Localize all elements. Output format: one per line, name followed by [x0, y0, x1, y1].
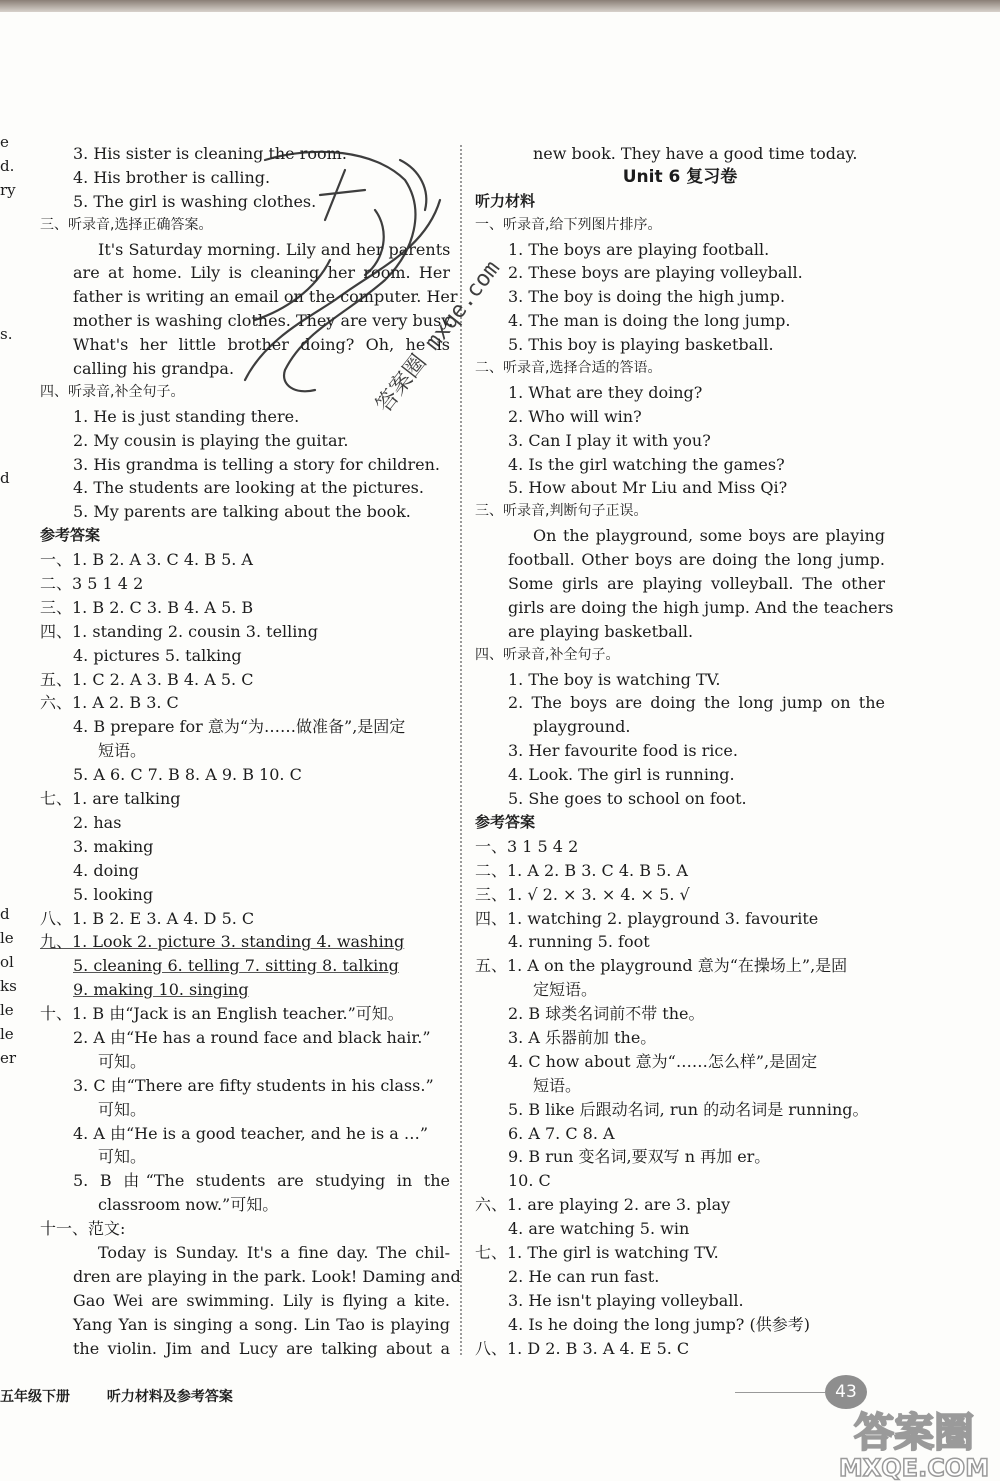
left-line: 2. has	[73, 812, 122, 832]
right-column	[475, 142, 894, 1360]
left-line: 3. His sister is cleaning the room.	[73, 144, 347, 163]
left-line: 可知。	[98, 1147, 147, 1167]
right-line: 二、听录音,选择合适的答语。	[475, 360, 662, 377]
left-line: 3. making	[73, 836, 154, 856]
right-line: 2. The boys are doing the long jump on the	[508, 693, 885, 713]
right-line: football. Other boys are doing the long jump.	[508, 550, 885, 570]
logo-watermark-text: 答案圈	[854, 1410, 974, 1456]
left-line: father is writing an email on the computer. Her	[73, 287, 458, 307]
left-line: 2. My cousin is playing the guitar.	[73, 430, 349, 450]
right-line: are playing basketball.	[508, 621, 694, 641]
right-line: 5. She goes to school on foot.	[508, 789, 747, 809]
right-line: 6. A 7. C 8. A	[508, 1123, 615, 1143]
edge-fragment: ry	[0, 181, 16, 199]
right-line: 二、1. A 2. B 3. C 4. B 5. A	[475, 860, 688, 880]
left-line: 三、1. B 2. C 3. B 4. A 5. B	[40, 597, 254, 617]
right-line: 4. The man is doing the long jump.	[508, 311, 791, 331]
right-line: 4. C how about 意为“……怎么样”,是固定	[508, 1051, 818, 1071]
left-line: 4. A 由“He is a good teacher, and he is a …”	[73, 1123, 429, 1143]
right-line: 5. This boy is playing basketball.	[508, 335, 774, 355]
left-line: 四、1. standing 2. cousin 3. telling	[40, 621, 318, 641]
left-line: 四、听录音,补全句子。	[40, 383, 185, 400]
edge-fragment: le	[0, 929, 14, 947]
left-line: the violin. Jim and Lucy are talking about a	[73, 1338, 450, 1358]
right-line: On the playground, some boys are playing	[533, 526, 885, 546]
right-line: 一、听录音,给下列图片排序。	[475, 216, 662, 233]
footer-section: 听力材料及参考答案	[106, 1389, 233, 1405]
left-line: Gao Wei are swimming. Lily is flying a kite.	[73, 1290, 450, 1310]
right-line: 三、听录音,判断句子正误。	[475, 503, 648, 520]
left-line: 5. cleaning 6. telling 7. sitting 8. talking	[73, 956, 399, 976]
left-line: 5. B 由“The students are studying in the	[73, 1171, 450, 1191]
right-line: 4. running 5. foot	[508, 932, 650, 952]
left-line: It's Saturday morning. Lily and her parents	[98, 239, 451, 259]
left-line: 六、1. A 2. B 3. C	[40, 693, 179, 713]
left-line: 4. The students are looking at the pictures.	[73, 478, 424, 498]
right-line: playground.	[533, 717, 631, 737]
left-line: 五、1. C 2. A 3. B 4. A 5. C	[40, 669, 254, 689]
left-line: 1. He is just standing there.	[73, 406, 300, 426]
right-line: 一、3 1 5 4 2	[475, 836, 579, 856]
right-line: 1. The boys are playing football.	[508, 239, 770, 259]
edge-fragment: d	[0, 469, 10, 487]
edge-fragment: s.	[0, 325, 13, 343]
right-line: 1. The boy is watching TV.	[508, 669, 721, 689]
left-line: Yang Yan is singing a song. Lin Tao is playing	[73, 1314, 450, 1334]
right-line: 参考答案	[475, 812, 536, 831]
edge-fragment: le	[0, 1025, 14, 1043]
footer	[0, 1386, 265, 1406]
left-line: 三、听录音,选择正确答案。	[40, 216, 213, 233]
footer-grade: 五年级下册	[0, 1389, 70, 1405]
left-line: 9. making 10. singing	[73, 980, 249, 1000]
left-line: 3. C 由“There are fifty students in his class.”	[73, 1075, 434, 1095]
right-line: new book. They have a good time today.	[533, 144, 858, 163]
right-line: 短语。	[533, 1075, 582, 1095]
left-line: 5. My parents are talking about the book.	[73, 502, 411, 522]
left-line: 4. His brother is calling.	[73, 167, 271, 187]
left-line: 可知。	[98, 1051, 147, 1071]
left-line: What's her little brother doing? Oh, he is	[73, 335, 450, 355]
right-line: 5. How about Mr Liu and Miss Qi?	[508, 478, 788, 498]
right-line: 4. Look. The girl is running.	[508, 765, 735, 785]
left-line: calling his grandpa.	[73, 359, 235, 379]
left-line: classroom now.”可知。	[98, 1195, 279, 1215]
edge-fragment: e	[0, 133, 9, 151]
left-line: 5. looking	[73, 884, 154, 904]
right-line: 五、1. A on the playground 意为“在操场上”,是固	[475, 956, 848, 976]
right-line: 9. B run 变名词,要双写 n 再加 er。	[508, 1147, 771, 1167]
left-line: dren are playing in the park. Look! Daming and	[73, 1266, 461, 1286]
left-line: 4. pictures 5. talking	[73, 645, 242, 665]
left-line: 九、1. Look 2. picture 3. standing 4. washing	[40, 932, 405, 952]
left-line: 可知。	[98, 1099, 147, 1119]
left-line: are at home. Lily is cleaning her room. Her	[73, 263, 450, 283]
left-line: 八、1. B 2. E 3. A 4. D 5. C	[40, 908, 255, 928]
left-line: 短语。	[98, 741, 147, 761]
logo-watermark	[828, 1400, 1000, 1481]
left-line: 二、3 5 1 4 2	[40, 574, 144, 594]
right-line: 听力材料	[475, 191, 536, 210]
right-line: 2. He can run fast.	[508, 1266, 660, 1286]
right-line: 2. Who will win?	[508, 406, 642, 426]
right-line: 4. Is he doing the long jump? (供参考)	[508, 1314, 810, 1334]
right-line: Unit 6 复习卷	[622, 166, 738, 187]
right-line: 3. He isn't playing volleyball.	[508, 1290, 744, 1310]
left-line: 3. His grandma is telling a story for children.	[73, 454, 440, 474]
logo-watermark-url: MXQE.COM	[838, 1454, 990, 1481]
left-line: 5. The girl is washing clothes.	[73, 191, 317, 211]
left-line: 4. doing	[73, 860, 139, 880]
right-line: 2. B 球类名词前不带 the。	[508, 1004, 705, 1024]
right-line: 4. Is the girl watching the games?	[508, 454, 785, 474]
right-line: 1. What are they doing?	[508, 382, 703, 402]
right-line: 3. Can I play it with you?	[508, 430, 711, 450]
handwritten-watermark-text: 答案圈 mxqe.com	[371, 256, 506, 418]
right-line: 3. The boy is doing the high jump.	[508, 287, 786, 307]
left-line: 2. A 由“He has a round face and black hair.”	[73, 1027, 431, 1047]
top-edge-bar	[0, 0, 1000, 12]
edge-fragment: ol	[0, 953, 14, 971]
right-line: 3. Her favourite food is rice.	[508, 741, 738, 761]
right-line: 四、听录音,补全句子。	[475, 646, 620, 663]
right-line: 定短语。	[533, 980, 598, 1000]
right-line: 3. A 乐器前加 the。	[508, 1027, 657, 1047]
edge-fragment: le	[0, 1001, 14, 1019]
edge-fragment: d.	[0, 157, 15, 175]
page-number: 43	[825, 1375, 867, 1409]
right-line: Some girls are playing volleyball. The other	[508, 574, 885, 594]
left-line: 参考答案	[40, 526, 101, 545]
right-line: 三、1. √ 2. × 3. × 4. × 5. √	[475, 884, 690, 904]
edge-fragment: d	[0, 905, 10, 923]
right-line: 六、1. are playing 2. are 3. play	[475, 1195, 731, 1215]
left-line: 七、1. are talking	[40, 789, 181, 809]
right-line: 2. These boys are playing volleyball.	[508, 263, 803, 283]
left-line: 4. B prepare for 意为“为……做准备”,是固定	[73, 717, 406, 737]
left-line: 一、1. B 2. A 3. C 4. B 5. A	[40, 550, 253, 570]
left-line: 5. A 6. C 7. B 8. A 9. B 10. C	[73, 765, 302, 785]
right-line: 八、1. D 2. B 3. A 4. E 5. C	[475, 1338, 690, 1358]
right-line: 4. are watching 5. win	[508, 1219, 690, 1239]
left-line: mother is washing clothes. They are very busy.	[73, 311, 454, 331]
left-line: 十一、范文:	[40, 1219, 126, 1239]
left-line: 十、1. B 由“Jack is an English teacher.”可知。	[40, 1004, 404, 1024]
left-line: Today is Sunday. It's a fine day. The chil-	[98, 1242, 450, 1262]
right-line: girls are doing the high jump. And the teachers	[508, 597, 894, 617]
right-line: 10. C	[508, 1171, 551, 1191]
edge-fragment: ks	[0, 977, 17, 995]
right-line: 四、1. watching 2. playground 3. favourite	[475, 908, 819, 928]
edge-fragment: er	[0, 1049, 17, 1067]
footer-rule	[735, 1392, 825, 1393]
right-line: 5. B like 后跟动名词, run 的动名词是 running。	[508, 1099, 869, 1119]
right-line: 七、1. The girl is watching TV.	[475, 1242, 719, 1262]
